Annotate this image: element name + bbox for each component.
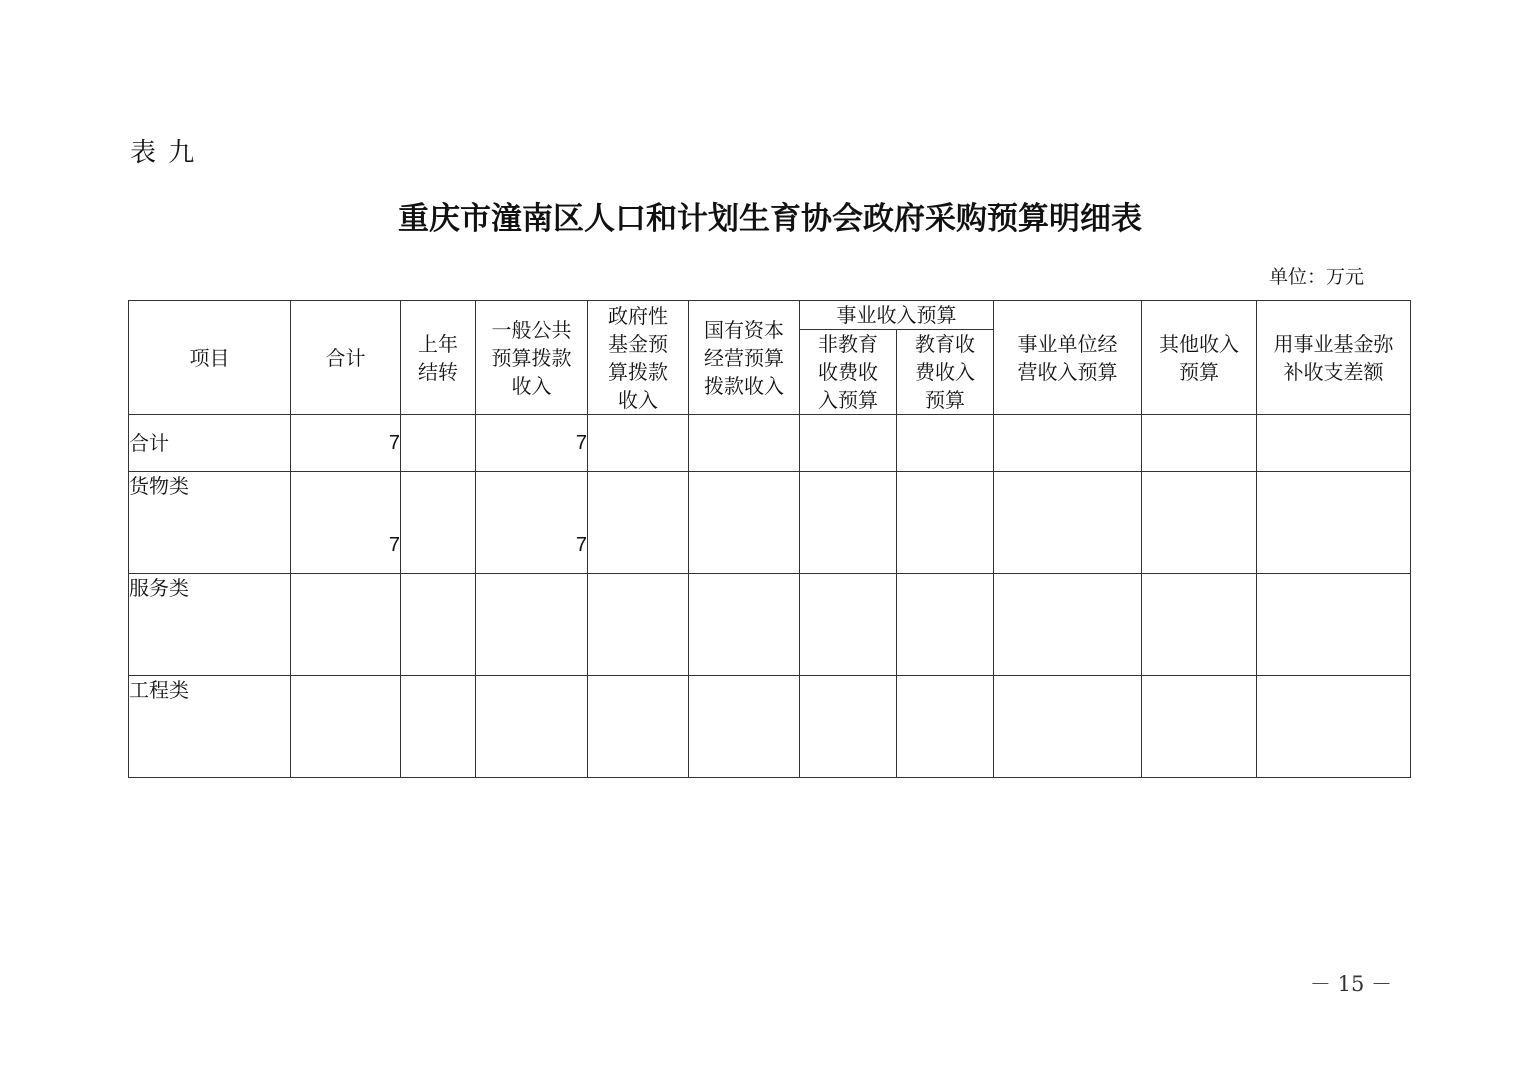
row-item-label: 合计 <box>129 415 291 472</box>
cell-general-budget: 7 <box>476 472 588 574</box>
header-general-budget: 一般公共预算拨款收入 <box>476 301 588 415</box>
unit-label: 单位：万元 <box>1268 266 1364 288</box>
cell-carryover <box>401 676 476 778</box>
cell-fund-offset <box>1257 676 1411 778</box>
cell-non-edu-fee <box>800 574 897 676</box>
cell-edu-fee <box>897 676 994 778</box>
cell-carryover <box>401 472 476 574</box>
cell-state-capital <box>689 574 800 676</box>
cell-state-capital <box>689 472 800 574</box>
header-gov-fund: 政府性基金预算拨款收入 <box>588 301 689 415</box>
header-carryover: 上年结转 <box>401 301 476 415</box>
cell-gov-fund <box>588 574 689 676</box>
cell-general-budget: 7 <box>476 415 588 472</box>
cell-carryover <box>401 415 476 472</box>
header-other-income: 其他收入预算 <box>1142 301 1257 415</box>
header-total: 合计 <box>291 301 401 415</box>
cell-gov-fund <box>588 472 689 574</box>
cell-general-budget <box>476 676 588 778</box>
table-row-total <box>129 415 1411 472</box>
table-row-services <box>129 574 1411 676</box>
table-label: 表 九 <box>130 138 197 168</box>
header-business-income-group: 事业收入预算 <box>800 301 994 330</box>
cell-other-income <box>1142 574 1257 676</box>
document-title: 重庆市潼南区人口和计划生育协会政府采购预算明细表 <box>398 201 1142 237</box>
procurement-budget-table <box>128 300 1411 778</box>
row-item-label: 货物类 <box>129 472 291 574</box>
cell-non-edu-fee <box>800 472 897 574</box>
header-edu-fee: 教育收费收入预算 <box>897 330 994 415</box>
header-non-edu-fee: 非教育收费收入预算 <box>800 330 897 415</box>
cell-total <box>291 676 401 778</box>
header-fund-offset: 用事业基金弥补收支差额 <box>1257 301 1411 415</box>
cell-other-income <box>1142 472 1257 574</box>
header-state-capital: 国有资本经营预算拨款收入 <box>689 301 800 415</box>
cell-total <box>291 574 401 676</box>
cell-edu-fee <box>897 472 994 574</box>
cell-state-capital <box>689 676 800 778</box>
header-item: 项目 <box>129 301 291 415</box>
cell-carryover <box>401 574 476 676</box>
cell-fund-offset <box>1257 415 1411 472</box>
cell-unit-operating <box>994 415 1142 472</box>
table-row-engineering <box>129 676 1411 778</box>
table-row-goods <box>129 472 1411 574</box>
cell-general-budget <box>476 574 588 676</box>
cell-unit-operating <box>994 574 1142 676</box>
cell-gov-fund <box>588 676 689 778</box>
cell-unit-operating <box>994 676 1142 778</box>
cell-fund-offset <box>1257 472 1411 574</box>
cell-fund-offset <box>1257 574 1411 676</box>
cell-total: 7 <box>291 415 401 472</box>
cell-other-income <box>1142 415 1257 472</box>
row-item-label: 服务类 <box>129 574 291 676</box>
cell-non-edu-fee <box>800 415 897 472</box>
cell-edu-fee <box>897 574 994 676</box>
header-unit-operating: 事业单位经营收入预算 <box>994 301 1142 415</box>
cell-unit-operating <box>994 472 1142 574</box>
cell-edu-fee <box>897 415 994 472</box>
cell-gov-fund <box>588 415 689 472</box>
cell-non-edu-fee <box>800 676 897 778</box>
cell-other-income <box>1142 676 1257 778</box>
page-number: － 15 － <box>1309 972 1392 996</box>
cell-total: 7 <box>291 472 401 574</box>
cell-state-capital <box>689 415 800 472</box>
row-item-label: 工程类 <box>129 676 291 778</box>
